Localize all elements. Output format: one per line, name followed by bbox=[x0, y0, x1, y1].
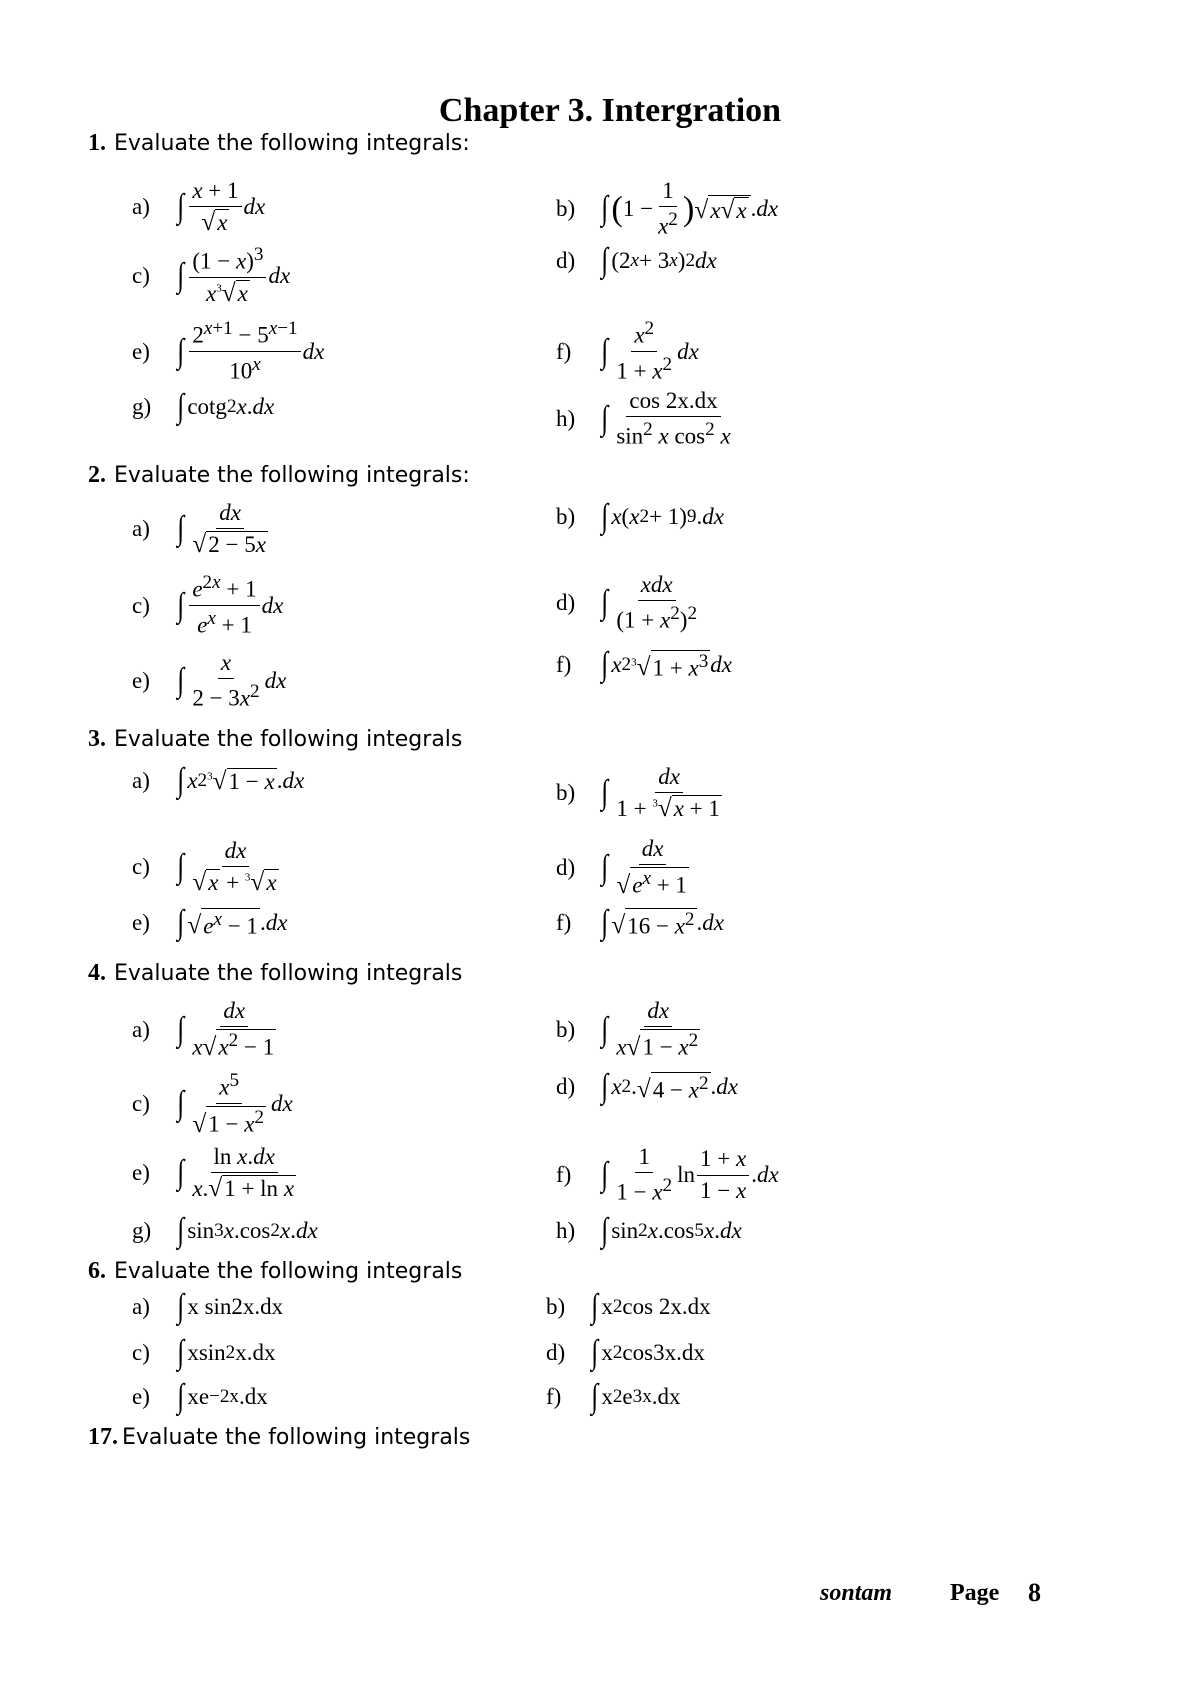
problem-6-heading bbox=[88, 1258, 462, 1285]
problem-4c bbox=[132, 1070, 293, 1138]
problem-3-heading bbox=[88, 726, 462, 753]
problem-4g bbox=[132, 1214, 318, 1248]
problem-6c bbox=[132, 1336, 276, 1370]
item-label: f) bbox=[546, 1384, 562, 1409]
item-label: c) bbox=[132, 592, 150, 618]
problem-2e bbox=[132, 650, 286, 713]
item-label: e) bbox=[132, 668, 150, 694]
problem-4-heading bbox=[88, 960, 462, 987]
integral-expression: ∫ x + 1 √ x dx bbox=[177, 178, 266, 237]
problem-4a bbox=[132, 998, 281, 1061]
integral-expression: ∫ $\frac{2^{x+1} - 5^{x-1}}{10^x}$ dx bbox=[177, 318, 325, 384]
problem-4d bbox=[556, 1070, 738, 1104]
problem-text: Evaluate the following integrals bbox=[114, 961, 463, 986]
problem-text: Evaluate the following integrals: bbox=[114, 131, 470, 156]
problem-1g bbox=[132, 390, 274, 424]
item-label: d) bbox=[556, 854, 576, 880]
item-label: e) bbox=[132, 1384, 150, 1409]
problem-1c bbox=[132, 244, 290, 307]
problem-3b bbox=[556, 764, 727, 823]
problem-text: Evaluate the following integrals bbox=[114, 1259, 463, 1284]
problem-2b bbox=[556, 500, 724, 534]
problem-number: 17. bbox=[88, 1424, 118, 1450]
integral-expression: ∫ x 2 $^3$√ 1 − x . dx bbox=[177, 762, 305, 799]
item-label: a) bbox=[132, 516, 150, 542]
integral-expression: ∫ $x^5$ √ $1 - x^2$ dx bbox=[177, 1070, 293, 1138]
item-label: a) bbox=[132, 1294, 150, 1319]
problem-number: 4. bbox=[88, 960, 106, 986]
integral-expression: ∫ dx 1 + $^3$√ x + 1 bbox=[601, 764, 720, 823]
integral-expression: ∫ xsin 2 x.dx bbox=[177, 1334, 276, 1371]
item-label: d) bbox=[556, 590, 576, 616]
problem-4f bbox=[556, 1144, 779, 1207]
problem-3e bbox=[132, 906, 287, 940]
problem-number: 1. bbox=[88, 130, 106, 156]
problem-4b bbox=[556, 998, 705, 1061]
item-label: c) bbox=[132, 854, 150, 880]
item-label: b) bbox=[546, 1294, 566, 1319]
integral-expression: ∫ ( 1 − $\frac{1}{x^2}$ ) √ x √ x . dx bbox=[601, 178, 779, 240]
item-label: d) bbox=[556, 248, 576, 273]
problem-3d bbox=[556, 836, 694, 899]
integral-expression: ∫ dx √ $e^x + 1$ bbox=[601, 836, 687, 899]
integral-expression: ∫ xe −2x .dx bbox=[177, 1378, 268, 1415]
item-label: c) bbox=[132, 262, 150, 288]
page-title: Chapter 3. Intergration bbox=[438, 92, 782, 129]
integral-expression: ∫ dx √ x + $^3$√ x bbox=[177, 838, 277, 897]
problem-1b bbox=[556, 178, 778, 241]
integral-expression: ∫ cotg 2 x . dx bbox=[177, 388, 275, 425]
integral-expression: ∫ $(1 - x)^3$ x $^3$√ x dx bbox=[177, 244, 291, 307]
problem-number: 3. bbox=[88, 726, 106, 752]
footer-page-label: Page bbox=[950, 1580, 1000, 1606]
item-label: d) bbox=[546, 1340, 566, 1365]
item-label: f) bbox=[556, 652, 572, 677]
item-label: b) bbox=[556, 196, 576, 222]
problem-2c bbox=[132, 572, 283, 639]
problem-1f bbox=[556, 318, 699, 385]
problem-1h bbox=[556, 388, 736, 451]
problem-6a bbox=[132, 1290, 283, 1324]
problem-2f bbox=[556, 648, 732, 682]
problem-4h bbox=[556, 1214, 742, 1248]
integral-expression: ∫ x sin2x.dx bbox=[177, 1288, 284, 1325]
problem-1-heading bbox=[88, 130, 470, 157]
problem-text: Evaluate the following integrals bbox=[114, 727, 463, 752]
item-label: b) bbox=[556, 780, 576, 806]
item-label: a) bbox=[132, 1016, 150, 1042]
item-label: a) bbox=[132, 194, 150, 220]
item-label: e) bbox=[132, 1160, 150, 1186]
footer-page-number: 8 bbox=[1028, 1578, 1041, 1607]
problem-3c bbox=[132, 838, 284, 897]
item-label: g) bbox=[132, 1218, 152, 1243]
item-label: e) bbox=[132, 338, 150, 364]
integral-expression: ∫ x 2 cos3x.dx bbox=[591, 1334, 705, 1371]
problem-1a bbox=[132, 178, 265, 237]
item-label: c) bbox=[132, 1340, 150, 1365]
integral-expression: ∫ x 2 cos 2x.dx bbox=[591, 1288, 711, 1325]
integral-expression: ∫ sin 3 x .cos 2 x . dx bbox=[177, 1212, 318, 1249]
integral-expression: ∫ x 2 $^3$√ $1 + x^3$ dx bbox=[601, 646, 733, 683]
item-label: f) bbox=[556, 910, 572, 935]
integral-expression: ∫ $\frac{x}{2 - 3x^2}$ dx bbox=[177, 650, 287, 712]
integral-expression: ∫ $\frac{1}{1 - x^2}$ ln $\frac{1 + x}{1 - x}$ . dx bbox=[601, 1144, 779, 1206]
problem-6b bbox=[546, 1290, 711, 1324]
item-label: b) bbox=[556, 504, 576, 529]
problem-number: 6. bbox=[88, 1258, 106, 1284]
problem-1e bbox=[132, 318, 324, 385]
problem-2d bbox=[556, 572, 702, 635]
problem-17-heading bbox=[88, 1424, 470, 1451]
problem-3a bbox=[132, 764, 304, 798]
integral-expression: ∫ $\frac{x^2}{1 + x^2}$ dx bbox=[601, 318, 699, 384]
integral-expression: ∫ √ $16 - x^2$ . dx bbox=[601, 904, 724, 941]
integral-expression: ∫ x 2 . √ $4 - x^2$ . dx bbox=[601, 1068, 739, 1105]
integral-expression: ∫ √ $e^x - 1$ . dx bbox=[177, 904, 288, 941]
item-label: h) bbox=[556, 1218, 576, 1243]
item-label: f) bbox=[556, 1162, 572, 1188]
problem-3f bbox=[556, 906, 724, 940]
problem-6e bbox=[132, 1380, 268, 1414]
integral-expression: ∫ x ( x 2 + 1) 9 . dx bbox=[601, 498, 724, 535]
integral-expression: ∫ sin 2 x .cos 5 x . dx bbox=[601, 1212, 742, 1249]
problem-2-heading bbox=[88, 462, 470, 489]
integral-expression: ∫ dx x √ $x^2 - 1$ bbox=[177, 998, 275, 1061]
item-label: b) bbox=[556, 1016, 576, 1042]
integral-expression: ∫ x 2 e 3x .dx bbox=[591, 1378, 681, 1415]
problem-number: 2. bbox=[88, 462, 106, 488]
integral-expression: ∫ dx x √ $1 - x^2$ bbox=[601, 998, 699, 1061]
problem-6d bbox=[546, 1336, 705, 1370]
integral-expression: ∫ dx √ 2 − 5x bbox=[177, 500, 266, 559]
item-label: h) bbox=[556, 406, 576, 432]
integral-expression: ∫ ln x.dx x. √ 1 + ln x bbox=[177, 1144, 295, 1203]
integral-expression: ∫ (2 x + 3 x ) 2 dx bbox=[601, 242, 717, 279]
integral-expression: ∫ $\frac{\text{xdx}}{(1 + x^2)^2}$ bbox=[601, 572, 698, 634]
item-label: c) bbox=[132, 1091, 150, 1117]
item-label: d) bbox=[556, 1074, 576, 1099]
problem-text: Evaluate the following integrals: bbox=[114, 463, 470, 488]
item-label: f) bbox=[556, 338, 572, 364]
item-label: e) bbox=[132, 910, 150, 935]
problem-1d bbox=[556, 244, 717, 278]
item-label: g) bbox=[132, 394, 152, 419]
problem-text: Evaluate the following integrals bbox=[122, 1425, 471, 1450]
problem-2a bbox=[132, 500, 273, 559]
problem-4e bbox=[132, 1144, 301, 1203]
item-label: a) bbox=[132, 768, 150, 793]
footer-author: sontam bbox=[820, 1580, 893, 1606]
integral-expression: ∫ $\frac{\cos 2x.dx}{\sin^2 x \cos^2 x}$ bbox=[601, 388, 731, 450]
problem-6f bbox=[546, 1380, 681, 1414]
integral-expression: ∫ $\frac{e^{2x} + 1}{e^x + 1}$ dx bbox=[177, 572, 284, 638]
